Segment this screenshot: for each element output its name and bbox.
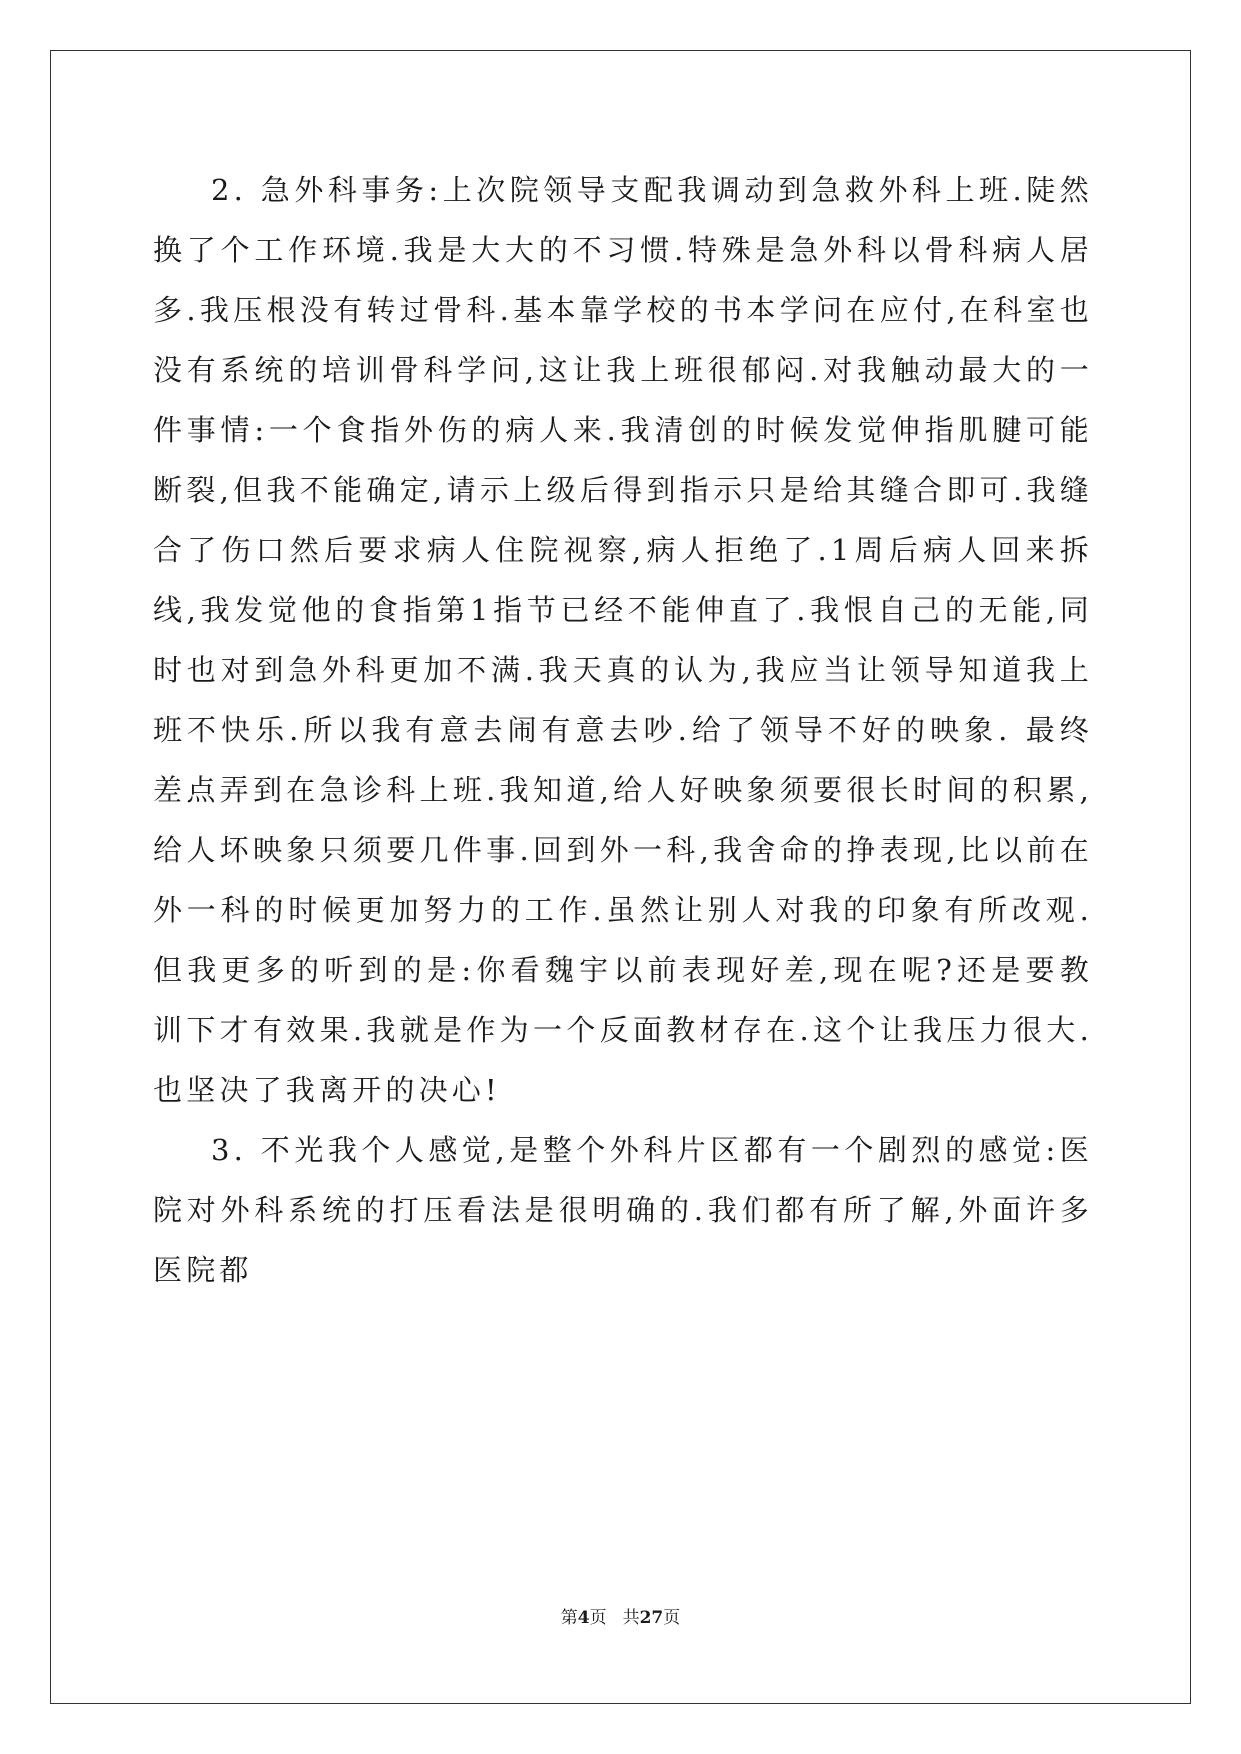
paragraph-3: 3. 不光我个人感觉,是整个外科片区都有一个剧烈的感觉:医院对外科系统的打压看法是很明确的.我们都有所了解,外面许多医院都 (153, 1133, 1093, 1287)
page-footer (0, 1603, 1241, 1628)
page-number: 4 (577, 1608, 590, 1628)
page-prefix: 第 (560, 1608, 578, 1628)
page-suffix: 页 (589, 1608, 607, 1628)
paragraph-2: 2. 急外科事务:上次院领导支配我调动到急救外科上班.陡然换了个工作环境.我是大大的不习惯.特殊是急外科以骨科病人居多.我压根没有转过骨科.基本靠学校的书本学问在应付,在科室也没有系统的培训骨科学问,这让我上班很郁闷.对我触动最大的一件事情:一个食指外伤的病人来.我清创的时候发觉伸指肌腱可能断裂,但我不能确定,请示上级后得到指示只是给其缝合即可.我缝合了伤口然后要求病人住院视察,病人拒绝了.1周后病人回来拆线,我发觉他的食指第1指节已经不能伸直了.我恨自己的无能,同时也对到急外科更加不满.我天真的认为,我应当让领导知道我上班不快乐.所以我有意去闹有意去吵.给了领导不好的映象. 最终差点弄到在急诊科上班.我知道,给人好映象须要很长时间的积累,给人坏映象只须要几件事.回到外一科,我舍命的挣表现,比以前在外一科的时候更加努力的工作.虽然让别人对我的印象有所改观.但我更多的听到的是:你看魏宇以前表现好差,现在呢?还是要教训下才有效果.我就是作为一个反面教材存在.这个让我压力很大.也坚决了我离开的决心! (153, 173, 1093, 1107)
total-pages: 27 (639, 1608, 664, 1628)
total-suffix: 页 (663, 1608, 681, 1628)
total-prefix: 共 (622, 1608, 640, 1628)
document-body (153, 160, 1093, 1300)
